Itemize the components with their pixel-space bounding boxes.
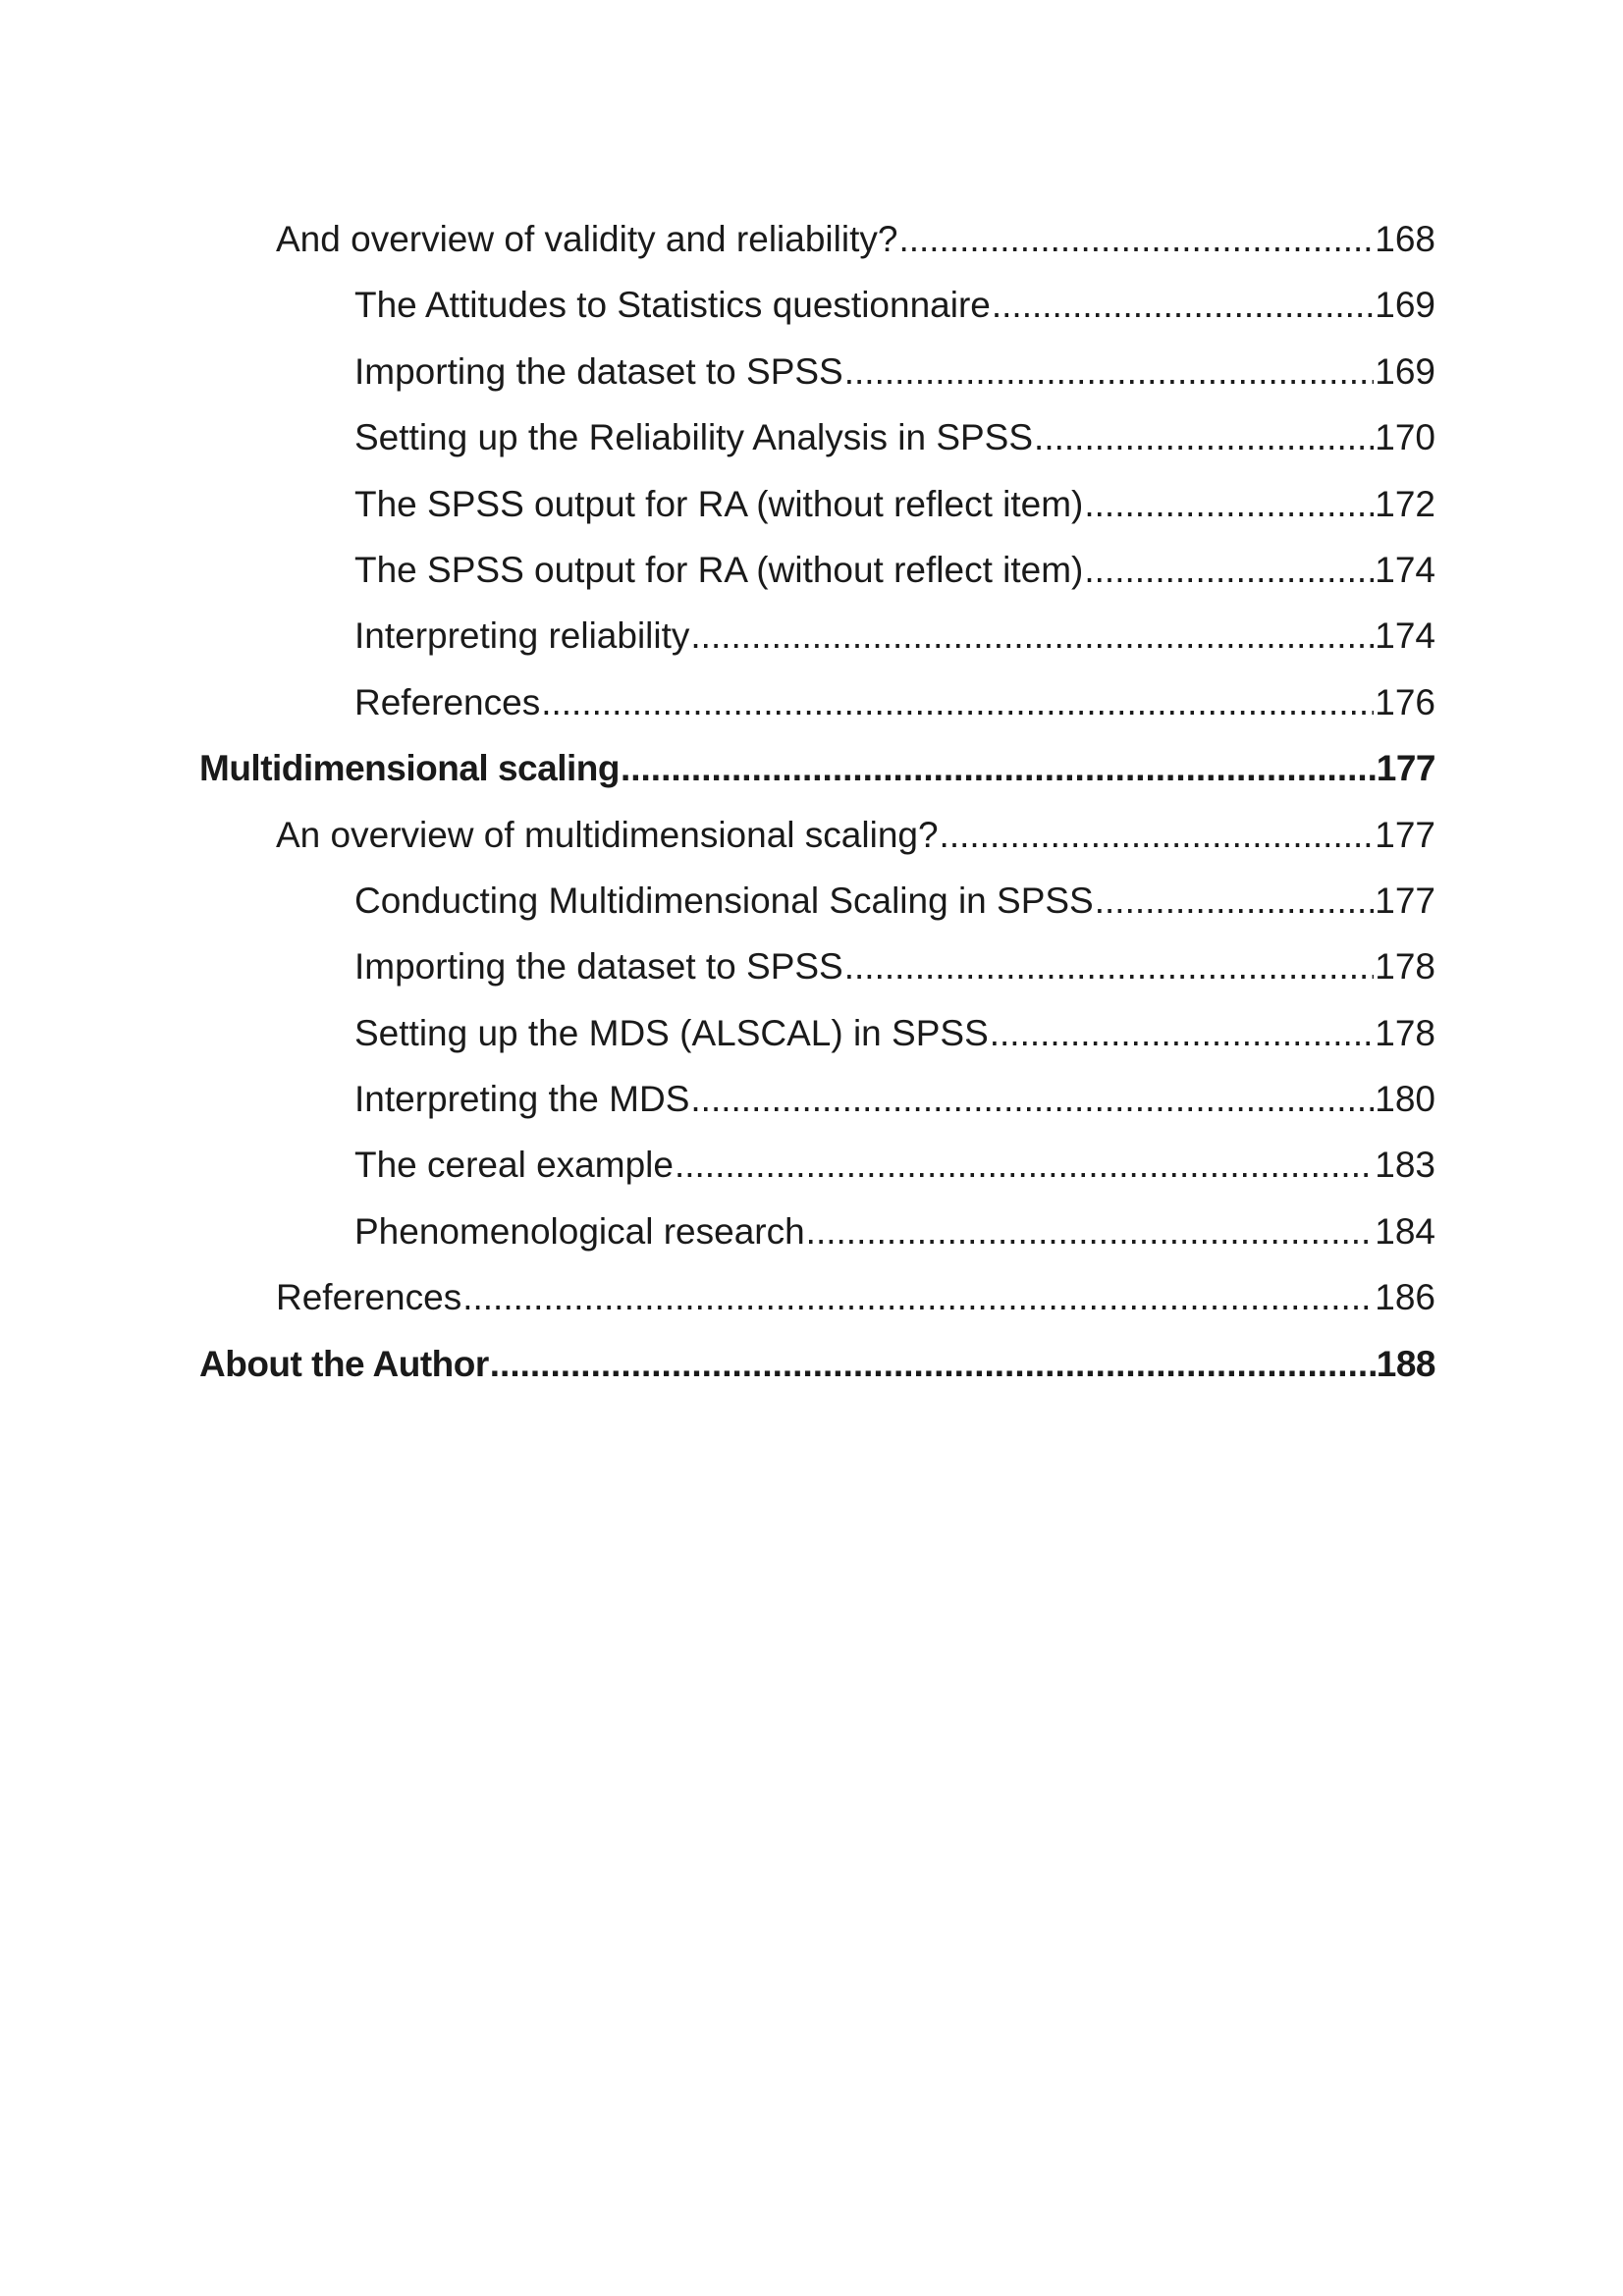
toc-entry-page-number: 180 — [1375, 1079, 1435, 1120]
toc-entry[interactable] — [0, 1141, 1623, 1206]
toc-entry-title: Conducting Multidimensional Scaling in SPSS — [354, 880, 1094, 921]
toc-entry-row — [276, 811, 1435, 860]
toc-dot-leader — [1084, 546, 1374, 595]
toc-dot-leader — [898, 215, 1374, 264]
toc-entry-row — [354, 413, 1435, 462]
toc-entry[interactable] — [0, 1075, 1623, 1141]
toc-entry-title: References — [276, 1277, 462, 1318]
toc-entry[interactable] — [0, 281, 1623, 347]
toc-entry-page-number: 176 — [1375, 681, 1435, 722]
toc-entry-title: Interpreting the MDS — [354, 1079, 690, 1120]
toc-entry[interactable] — [0, 678, 1623, 744]
toc-entry-page-number: 183 — [1375, 1145, 1435, 1186]
toc-entry-title: The SPSS output for RA (without reflect item) — [354, 483, 1084, 524]
toc-entry[interactable] — [0, 942, 1623, 1008]
toc-entry-page-number: 186 — [1375, 1277, 1435, 1318]
toc-entry-row — [354, 612, 1435, 661]
toc-entry[interactable] — [0, 877, 1623, 942]
toc-dot-leader — [992, 281, 1374, 330]
toc-entry-page-number: 177 — [1376, 748, 1435, 789]
toc-dot-leader — [675, 1141, 1374, 1190]
toc-entry-title: Interpreting reliability — [354, 615, 690, 657]
toc-entry-page-number: 188 — [1376, 1343, 1435, 1384]
toc-entry-page-number: 174 — [1375, 615, 1435, 657]
toc-entry-title: The SPSS output for RA (without reflect item) — [354, 549, 1084, 590]
toc-entry-title: The Attitudes to Statistics questionnaire — [354, 285, 991, 326]
toc-entry-page-number: 184 — [1375, 1210, 1435, 1252]
toc-entry[interactable] — [0, 347, 1623, 413]
toc-entry-title: About the Author — [199, 1343, 489, 1384]
toc-entry-page-number: 169 — [1375, 285, 1435, 326]
toc-entry[interactable] — [0, 480, 1623, 546]
toc-entry-page-number: 170 — [1375, 417, 1435, 458]
toc-entry-title: Importing the dataset to SPSS — [354, 350, 843, 392]
toc-entry-page-number: 168 — [1375, 219, 1435, 259]
toc-entry-row — [354, 1207, 1435, 1256]
toc-entry-row — [354, 347, 1435, 397]
toc-entry-row — [354, 1009, 1435, 1058]
toc-entry-row — [276, 215, 1435, 264]
toc-dot-leader — [1084, 480, 1374, 529]
toc-dot-leader — [690, 1075, 1374, 1124]
toc-entry-row — [354, 877, 1435, 926]
toc-entry-row — [199, 744, 1435, 793]
toc-entry-row — [354, 942, 1435, 991]
toc-dot-leader — [690, 612, 1374, 661]
toc-entry-row — [276, 1273, 1435, 1322]
toc-entry-title: The cereal example — [354, 1145, 674, 1186]
toc-entry[interactable] — [0, 413, 1623, 479]
toc-entry-page-number: 169 — [1375, 350, 1435, 392]
toc-entry[interactable] — [0, 744, 1623, 810]
toc-entry-row — [354, 546, 1435, 595]
toc-entry[interactable] — [0, 612, 1623, 677]
toc-dot-leader — [990, 1009, 1375, 1058]
toc-entry-page-number: 177 — [1375, 880, 1435, 921]
toc-entry[interactable] — [0, 546, 1623, 612]
toc-dot-leader — [541, 678, 1374, 727]
table-of-contents — [0, 215, 1623, 1406]
toc-entry[interactable] — [0, 1207, 1623, 1273]
toc-entry[interactable] — [0, 811, 1623, 877]
toc-dot-leader — [844, 942, 1375, 991]
toc-dot-leader — [806, 1207, 1375, 1256]
toc-dot-leader — [940, 811, 1375, 860]
toc-dot-leader — [621, 744, 1376, 793]
toc-dot-leader — [462, 1273, 1374, 1322]
toc-entry-page-number: 172 — [1375, 483, 1435, 524]
toc-entry-row — [354, 1075, 1435, 1124]
toc-entry-page-number: 174 — [1375, 549, 1435, 590]
toc-entry-row — [354, 480, 1435, 529]
toc-entry-page-number: 177 — [1375, 814, 1435, 855]
toc-entry-row — [354, 281, 1435, 330]
toc-entry-page-number: 178 — [1375, 946, 1435, 988]
toc-entry[interactable] — [0, 1009, 1623, 1075]
toc-entry-row — [354, 1141, 1435, 1190]
toc-entry-page-number: 178 — [1375, 1012, 1435, 1053]
toc-entry[interactable] — [0, 1340, 1623, 1406]
toc-entry-title: Phenomenological research — [354, 1210, 805, 1252]
toc-entry-row — [199, 1340, 1435, 1389]
toc-entry-title: Setting up the MDS (ALSCAL) in SPSS — [354, 1012, 989, 1053]
toc-entry-title: Multidimensional scaling — [199, 748, 620, 789]
toc-entry-title: An overview of multidimensional scaling? — [276, 814, 939, 855]
toc-dot-leader — [1095, 877, 1375, 926]
toc-dot-leader — [844, 347, 1375, 397]
toc-entry[interactable] — [0, 215, 1623, 281]
toc-entry-row — [354, 678, 1435, 727]
toc-entry-title: Importing the dataset to SPSS — [354, 946, 843, 988]
toc-entry-title: References — [354, 681, 541, 722]
toc-dot-leader — [1034, 413, 1374, 462]
toc-entry-title: And overview of validity and reliability? — [276, 219, 898, 259]
toc-entry-title: Setting up the Reliability Analysis in SPSS — [354, 417, 1034, 458]
toc-dot-leader — [490, 1340, 1376, 1389]
toc-entry[interactable] — [0, 1273, 1623, 1339]
